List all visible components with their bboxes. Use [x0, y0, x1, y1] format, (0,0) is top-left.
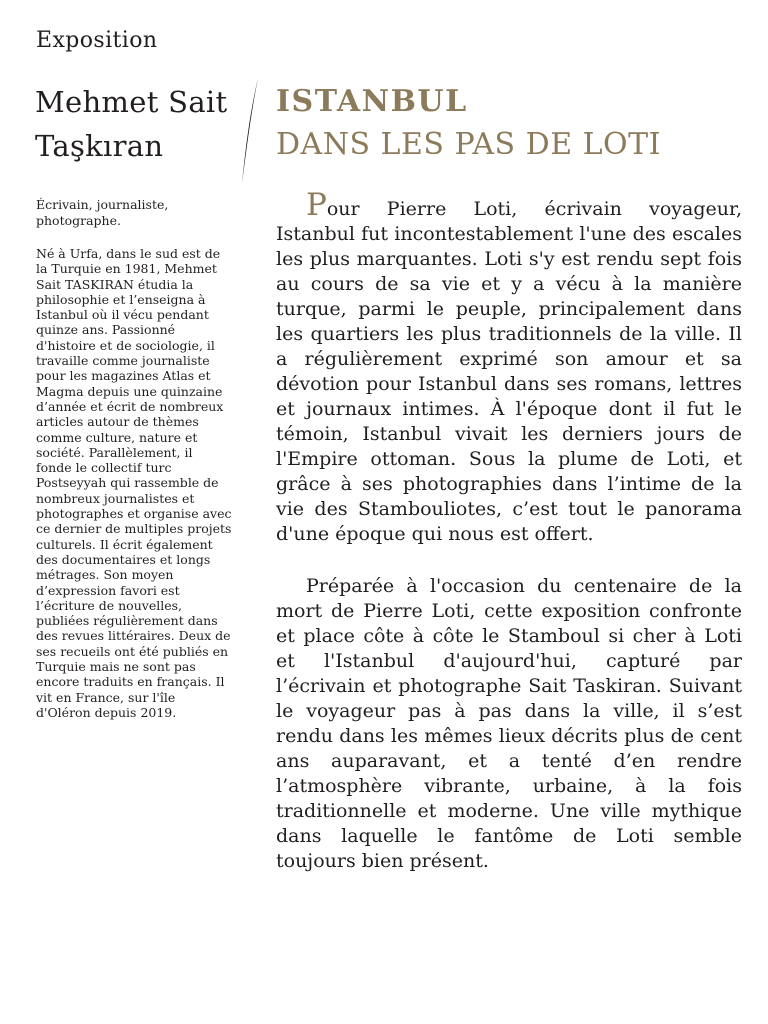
- divider-slash-icon: [240, 78, 262, 184]
- paragraph-1: [276, 187, 742, 547]
- paragraph-1-text: our Pierre Loti, écrivain voyageur, Istanbul fut incontestablement l'une des escales les plus marquantes. Loti s'y est rendu sept fois au cours de sa vie et y a vécu à la manière turque, parmi le peuple, principalement dans les quartiers les plus traditionnels de la ville. Il a régulièrement exprimé son amour et sa dévotion pour Istanbul dans ses romans, lettres et journaux intimes. À l'époque dont il fut le témoin, Istanbul vivait les derniers jours de l'Empire ottoman. Sous la plume de Loti, et grâce à ses photographies dans l’intime de la vie des Stambouliotes, c’est tout le panorama d'une époque qui nous est offert.: [276, 198, 742, 545]
- title-line-2: DANS LES PAS DE LOTI: [276, 127, 662, 162]
- author-bio-text: Né à Urfa, dans le sud est de la Turquie en 1981, Mehmet Sait TASKIRAN étudia la philosophie et l’enseigna à Istanbul où il vécu pendant quinze ans. Passionné d'histoire et de sociologie, il travaille comme journaliste pour les magazines Atlas et Magma depuis une quinzaine d’année et écrit de nombreux articles autour de thèmes comme culture, nature et société. Parallèlement, il fonde le collectif turc Postseyyah qui rassemble de nombreux journalistes et photographes et organise avec ce dernier de multiples projets culturels. Il écrit également des documentaires et longs métrages. Son moyen d’expression favori est l’écriture de nouvelles, publiées régulièrement dans des revues littéraires. Deux de ses recueils ont été publiés en Turquie mais ne sont pas encore traduits en français. Il vit en France, sur l'île d'Oléron depuis 2019.: [36, 246, 232, 720]
- author-role-text: Écrivain, journaliste, photographe.: [36, 197, 169, 228]
- article-body: [276, 187, 742, 874]
- exhibition-title: [276, 80, 746, 166]
- title-line-1: ISTANBUL: [276, 84, 468, 119]
- paragraph-2: Préparée à l'occasion du centenaire de la mort de Pierre Loti, cette exposition confronte et place côte à côte le Stamboul si cher à Loti et l'Istanbul d'aujourd'hui, capturé par l’écrivain et photographe Sait Taskiran. Suivant le voyageur pas à pas dans la ville, il s’est rendu dans les mêmes lieux décrits plus de cent ans auparavant, et a tenté d’en rendre l’atmosphère vibrante, urbaine, à la fois traditionnelle et moderne. Une ville mythique dans laquelle le fantôme de Loti semble toujours bien présent.: [276, 575, 742, 872]
- author-name-heading: Mehmet Sait Taşkıran: [35, 85, 228, 163]
- drop-cap-initial: P: [306, 187, 327, 223]
- section-label: Exposition: [36, 28, 158, 53]
